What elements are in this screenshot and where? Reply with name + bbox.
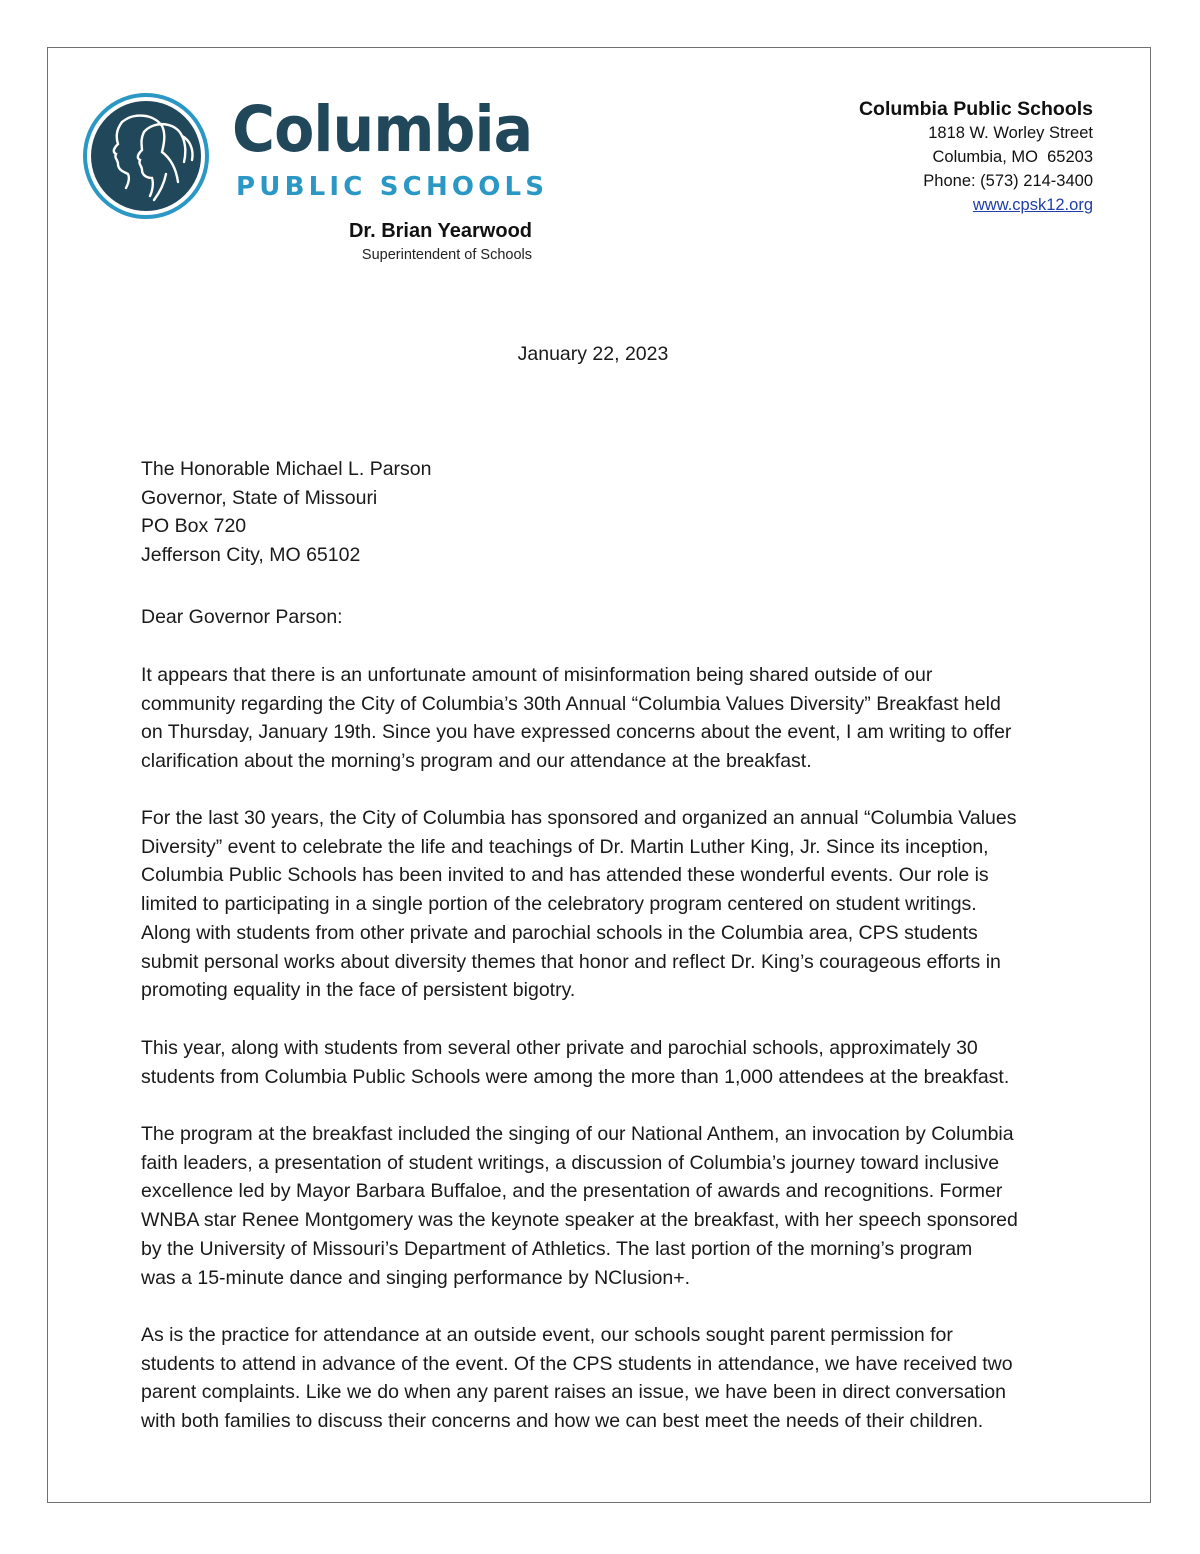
paragraph-line: excellence led by Mayor Barbara Buffaloe, and the presentation of awards and recognitions. Former — [141, 1180, 1003, 1203]
paragraph-line: was a 15-minute dance and singing performance by NClusion+. — [141, 1266, 691, 1289]
paragraph-line: by the University of Missouri’s Department of Athletics. The last portion of the morning’s program — [141, 1237, 973, 1260]
paragraph — [141, 804, 1126, 1005]
paragraph-line: The program at the breakfast included the singing of our National Anthem, an invocation by Columbia — [141, 1123, 1014, 1145]
paragraph-line: limited to participating in a single portion of the celebratory program centered on student writings. — [141, 893, 977, 916]
paragraph-line: clarification about the morning’s program and our attendance at the breakfast. — [141, 750, 812, 773]
address-line: Governor, State of Missouri — [141, 486, 378, 509]
paragraph-line: Diversity” event to celebrate the life and teachings of Dr. Martin Luther King, Jr. Since its inception, — [141, 835, 989, 858]
paragraph-line: As is the practice for attendance at an outside event, our schools sought parent permission for — [141, 1324, 953, 1346]
address-line: PO Box 720 — [141, 515, 247, 538]
paragraph-line: with both families to discuss their concerns and how we can best meet the needs of their children. — [141, 1410, 984, 1433]
organization-contact — [859, 97, 1093, 217]
website-link[interactable]: www.cpsk12.org — [972, 196, 1093, 214]
superintendent-title: Superintendent of Schools — [361, 247, 532, 263]
organization-phone: Phone: (573) 214-3400 — [923, 172, 1093, 190]
paragraph-line: community regarding the City of Columbia’s 30th Annual “Columbia Values Diversity” Breakfast held — [141, 692, 1001, 715]
paragraph — [141, 661, 1126, 776]
superintendent-name: Dr. Brian Yearwood — [348, 220, 532, 242]
paragraph — [141, 1321, 1126, 1436]
letter-date: January 22, 2023 — [517, 343, 669, 365]
paragraph-line: parent complaints. Like we do when any parent raises an issue, we have been in direct conversation — [141, 1381, 1006, 1404]
paragraph-line: submit personal works about diversity themes that honor and reflect Dr. King’s courageous efforts in — [141, 950, 1001, 973]
salutation: Dear Governor Parson: — [141, 606, 343, 628]
recipient-address — [141, 455, 1126, 570]
paragraph-line: This year, along with students from several other private and parochial schools, approximately 30 — [141, 1037, 978, 1059]
paragraph — [141, 1034, 1126, 1091]
paragraph-line: on Thursday, January 19th. Since you have expressed concerns about the event, I am writing to offer — [141, 721, 1012, 744]
address-line: Jefferson City, MO 65102 — [141, 544, 361, 567]
paragraph-line: faith leaders, a presentation of student writings, a discussion of Columbia’s journey toward inclusive — [141, 1151, 1000, 1174]
logo-wordmark: Columbia — [232, 93, 533, 166]
paragraph-line: students to attend in advance of the event. Of the CPS students in attendance, we have received two — [141, 1352, 1013, 1375]
paragraph-line: students from Columbia Public Schools were among the more than 1,000 attendees at the breakfast. — [141, 1065, 1010, 1088]
paragraph-line: It appears that there is an unfortunate amount of misinformation being shared outside of our — [141, 664, 933, 686]
logo-subtitle: PUBLIC SCHOOLS — [236, 172, 549, 202]
address-line: The Honorable Michael L. Parson — [141, 458, 432, 480]
paragraph — [141, 1120, 1126, 1292]
organization-city: Columbia, MO 65203 — [932, 148, 1093, 166]
paragraph-line: For the last 30 years, the City of Columbia has sponsored and organized an annual “Columbia Values — [141, 807, 1017, 829]
organization-street: 1818 W. Worley Street — [928, 124, 1093, 142]
paragraph-line: Columbia Public Schools has been invited to and has attended these wonderful events. Our role is — [141, 864, 989, 887]
organization-name: Columbia Public Schools — [858, 98, 1093, 120]
paragraph-line: WNBA star Renee Montgomery was the keynote speaker at the breakfast, with her speech sponsored — [141, 1209, 1018, 1232]
paragraph-line: promoting equality in the face of persistent bigotry. — [141, 979, 576, 1002]
paragraph-line: Along with students from other private and parochial schools in the Columbia area, CPS students — [141, 921, 978, 944]
two-profiles-circle-icon — [82, 92, 210, 220]
